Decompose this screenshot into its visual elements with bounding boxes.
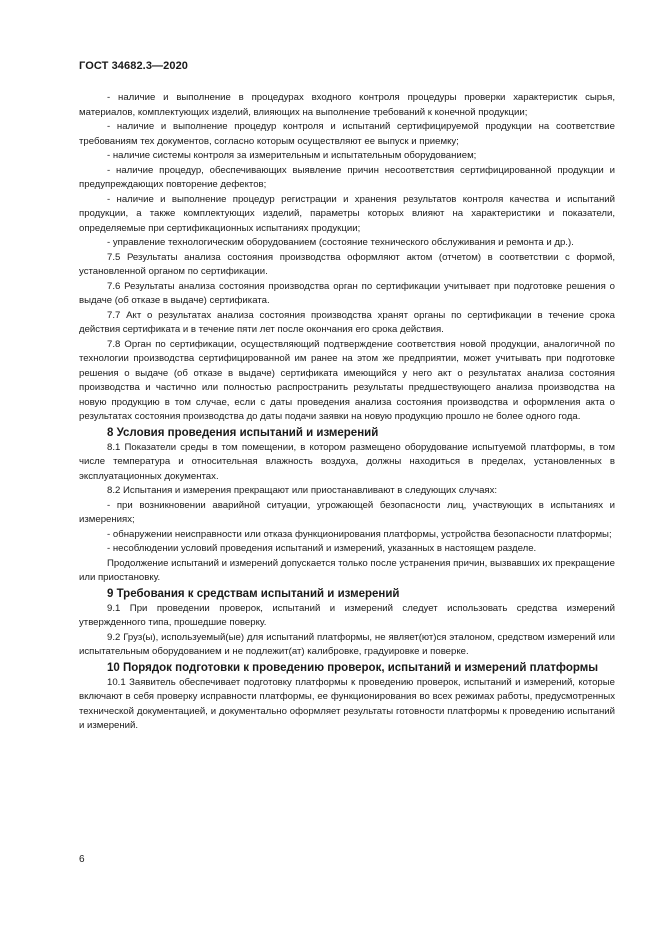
section-9-heading: 9 Требования к средствам испытаний и измерений xyxy=(107,587,400,600)
document-code-header: ГОСТ 34682.3—2020 xyxy=(79,60,189,72)
paragraph-7-6: 7.6 Результаты анализа состояния производства орган по сертификации учитывает при подготовке решения о выдаче (об отказе в выдаче) сертификата. xyxy=(79,280,615,306)
list-item: - несоблюдении условий проведения испытаний и измерений, указанных в настоящем разделе. xyxy=(107,543,537,554)
section-10-heading: 10 Порядок подготовки к проведению проверок, испытаний и измерений платформы xyxy=(107,661,599,674)
list-item: - наличие системы контроля за измерительным и испытательным оборудованием; xyxy=(107,150,477,161)
list-item: - при возникновении аварийной ситуации, угрожающей безопасности лиц, участвующих в испытаниях и измерениях; xyxy=(79,499,615,525)
page-number: 6 xyxy=(79,854,85,865)
list-item: - наличие и выполнение процедур контроля и испытаний сертифицируемой продукции на соответствие требованиям тех документов, согласно которым осуществляют ее выпуск и приемку; xyxy=(79,121,615,147)
list-item: - обнаружении неисправности или отказа функционирования платформы, устройства безопасности платформы; xyxy=(107,528,612,540)
paragraph-8-2: 8.2 Испытания и измерения прекращают или приостанавливают в следующих случаях: xyxy=(107,485,498,496)
paragraph-7-5: 7.5 Результаты анализа состояния производства оформляют актом (отчетом) в соответствии с формой, установленной органом по сертификации. xyxy=(79,251,615,277)
paragraph-7-7: 7.7 Акт о результатах анализа состояния производства хранят органы по сертификации в течение срока действия сертификата и в течение пяти лет после окончания его срока действия. xyxy=(79,309,615,335)
paragraph-7-8: 7.8 Орган по сертификации, осуществляющий подтверждение соответствия новой продукции, аналогичной по технологии производства сертифицированной им ранее на этом же предприятии, может учитывать при подготовке решения о выдаче (об отказе в выдаче) сертификата имеющийся у него акт о результатах анализа состояния производства и частично или полностью распространить результаты предшествующего анализа производства на новую продукцию в том случае, если с даты проведения анализа состояния производства и оформления акта о результатах состояния производства до даты подачи заявки на новую продукцию прошло не более одного года. xyxy=(79,338,615,422)
list-item: - наличие и выполнение процедур регистрации и хранения результатов контроля качества и испытаний продукции, а также комплектующих изделий, параметры которых влияют на характеристики и показатели, определяемые при сертификационных испытаниях продукции; xyxy=(79,193,615,234)
list-item: - наличие процедур, обеспечивающих выявление причин несоответствия сертифицированной продукции и предупреждающих повторение дефектов; xyxy=(79,164,615,190)
list-item: - управление технологическим оборудованием (состояние технического обслуживания и ремонта и др.). xyxy=(107,237,574,248)
list-item: - наличие и выполнение в процедурах входного контроля процедуры проверки характеристик сырья, материалов, комплектующих изделий, влияющих на выполнение требований к конечной продукции; xyxy=(79,92,615,118)
document-body xyxy=(79,91,615,734)
paragraph-9-1: 9.1 При проведении проверок, испытаний и измерений следует использовать средства измерений утвержденного типа, прошедшие поверку. xyxy=(79,602,615,628)
paragraph-9-2: 9.2 Груз(ы), используемый(ые) для испытаний платформы, не являет(ют)ся эталоном, средством измерений или испытательным оборудованием и не подлежит(ат) калибровке, градуировке и поверке. xyxy=(79,631,615,657)
paragraph-8-continuation: Продолжение испытаний и измерений допускается только после устранения причин, вызвавших их прекращение или приостановку. xyxy=(79,557,615,583)
paragraph-10-1: 10.1 Заявитель обеспечивает подготовку платформы к проведению проверок, испытаний и измерений, которые включают в себя проверку исправности платформы, ее функционирования во всех режимах работы, предусмотренных технической документацией, и документально оформляет результаты готовности платформы к проведению испытаний и измерений. xyxy=(79,676,615,731)
section-8-heading: 8 Условия проведения испытаний и измерений xyxy=(107,426,379,439)
paragraph-8-1: 8.1 Показатели среды в том помещении, в котором размещено оборудование испытуемой платформы, в том числе температура и относительная влажность воздуха, должны находиться в пределах, установленных в эксплуатационных документах. xyxy=(79,441,615,482)
